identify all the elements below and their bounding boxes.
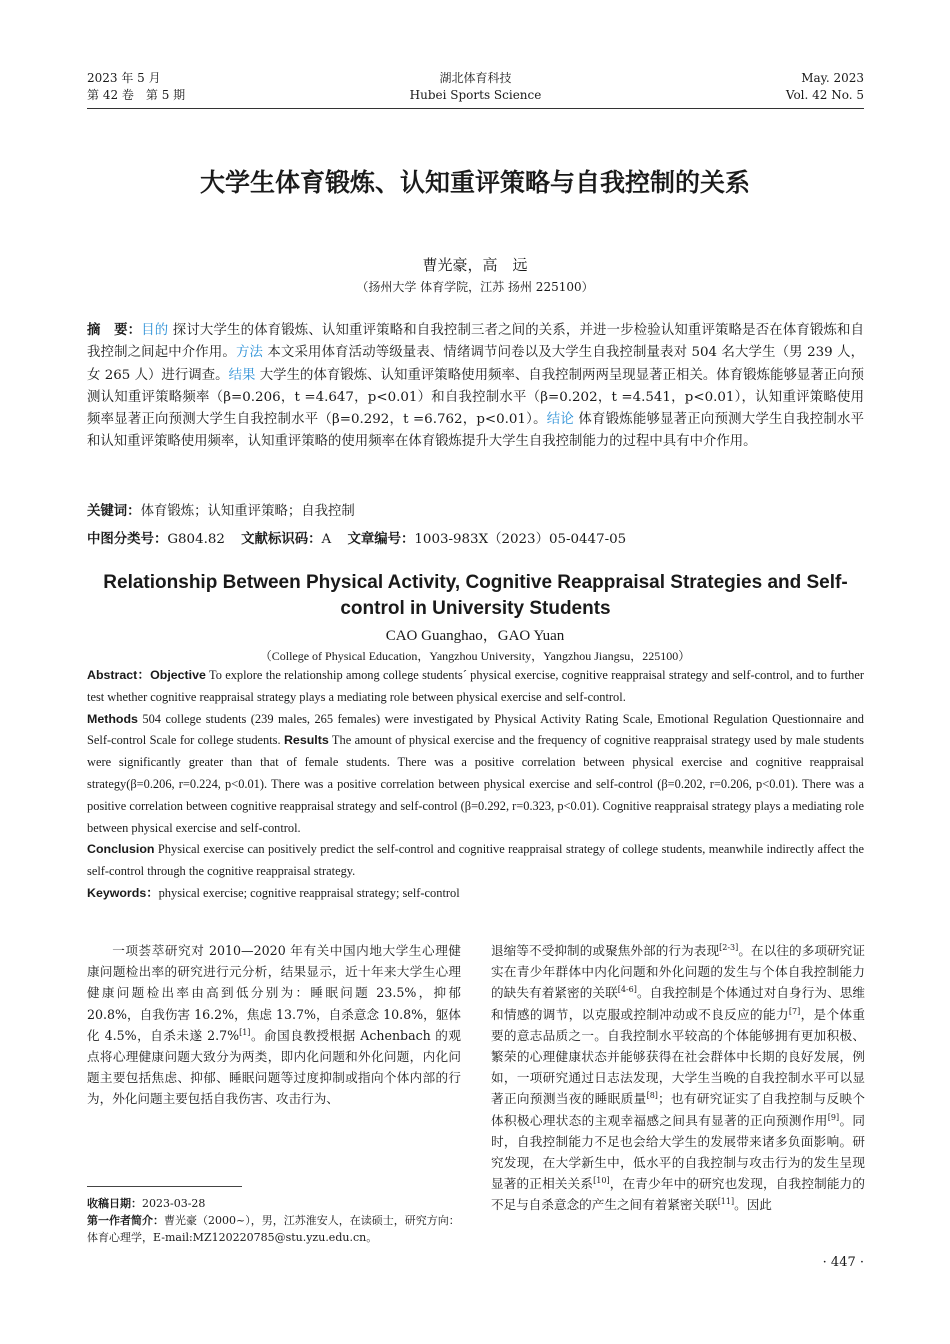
article-title-cn: 大学生体育锻炼、认知重评策略与自我控制的关系 xyxy=(199,168,750,197)
document-code: 文献标识码：A xyxy=(241,532,332,547)
citation[interactable]: [2-3] xyxy=(719,942,739,952)
author-bio: 第一作者简介：曹光豪（2000~），男，江苏淮安人，在读硕士，研究方向：体育心理学，E-mail:MZ120220785@stu.yzu.edu.cn。 xyxy=(87,1214,460,1244)
keywords-en-label: Keywords： xyxy=(87,885,159,900)
citation[interactable]: [7] xyxy=(788,1006,801,1016)
citation[interactable]: [8] xyxy=(646,1091,658,1101)
citation[interactable]: [4-6] xyxy=(617,985,637,995)
header-left: 2023 年 5 月 第 42 卷 第 5 期 xyxy=(87,71,186,102)
running-header xyxy=(87,70,864,106)
abstract-cn-label: 摘 要： xyxy=(87,323,142,338)
header-divider xyxy=(87,108,864,109)
received-date: 收稿日期：2023-03-28 xyxy=(87,1197,206,1210)
abstract-cn: 摘 要：目的 探讨大学生的体育锻炼、认知重评策略和自我控制三者之间的关系，并进一步检验认知重评策略是否在体育锻炼和自我控制之间起中介作用。方法 本文采用体育活动等级量表、情绪调节问卷以及大学生自我控制量表对 504 名大学生（男 239 人，女 265 人）进行调查。结果 大学生的体育锻炼、认知重评策略使用频率、自我控制两两呈现显著正相关。体育锻炼能够显著正向预测认知重评策略频率（β=0.206，t =4.647，p<0.01）和自我控制水平（β=0.202，t =4.541，p<0.01），认知重评策略使用频率显著正向预测大学生自我控制水平（β=0.292，t =6.762，p<0.01）。结论 体育锻炼能够显著正向预测大学生自我控制水平和认知重评策略使用频率，认知重评策略的使用频率在体育锻炼提升大学生自我控制能力的过程中具有中介作用。 xyxy=(87,323,865,450)
footnote xyxy=(87,1195,467,1246)
body-column-right xyxy=(491,940,865,1216)
body-column-left xyxy=(87,940,461,1110)
paragraph: 一项荟萃研究对 2010—2020 年有关中国内地大学生心理健康问题检出率的研究进行元分析，结果显示，近十年来大学生心理健康问题检出率由高到低分别为：睡眠问题 23.5%，抑郁 20.8%，自我伤害 16.2%，焦虑 13.7%，自杀意念 10.8%，躯体化 4.5%，自杀未遂 2.7%[1]。俞国良教授根据 Achenbach 的观点将心理健康问题大致分为两类，即内化问题和外化问题，内化问题主要包括焦虑、抑郁、睡眠问题等过度抑制或指向个体内部的行为，外化问题主要包括自我伤害、攻击行为、 xyxy=(87,943,461,1107)
footnote-divider xyxy=(87,1186,242,1187)
result-label: 结果 xyxy=(228,367,256,383)
classification-line xyxy=(87,528,864,547)
objective-label: 目的 xyxy=(141,323,169,338)
header-right: May. 2023 Vol. 42 No. 5 xyxy=(785,71,864,102)
paragraph: 退缩等不受抑制的或聚焦外部的行为表现[2-3]。在以往的多项研究证实在青少年群体中内化问题和外化问题的发生与个体自我控制能力的缺失有着紧密的关联[4-6]。自我控制是个体通过对自身行为、思维和情感的调节，以克服或控制冲动或不良反应的能力[7]，是个体重要的意志品质之一。自我控制水平较高的个体能够拥有更加积极、繁荣的心理健康状态并能够获得在社会群体中长期的良好发展，例如，一项研究通过日志法发现，大学生当晚的自我控制水平可以显著正向预测当夜的睡眠质量[8]；也有研究证实了自我控制与反映个体积极心理状态的主观幸福感之间具有显著的正向预测作用[9]。同时，自我控制能力不足也会给大学生的发展带来诸多负面影响。研究发现，在大学新生中，低水平的自我控制与攻击行为的发生呈现显著的正相关关系[10]，在青少年中的研究也发现，自我控制能力的不足与自杀意念的产生之间有着紧密关联[11]。因此 xyxy=(491,942,866,1213)
article-title-en: Relationship Between Physical Activity, Cognitive Reappraisal Strategies and Self-control in University Students xyxy=(103,572,848,619)
conclusion-label: 结论 xyxy=(546,412,574,428)
citation[interactable]: [1] xyxy=(239,1027,251,1037)
authors-cn: 曹光豪，高 远 xyxy=(422,256,528,274)
affiliation-cn: （扬州大学 体育学院，江苏 扬州 225100） xyxy=(356,280,594,294)
clc-number: 中图分类号：G804.82 xyxy=(87,532,225,547)
citation[interactable]: [11] xyxy=(717,1197,735,1207)
keywords-cn: 关键词：体育锻炼；认知重评策略；自我控制 xyxy=(87,504,355,519)
citation[interactable]: [10] xyxy=(593,1176,610,1186)
method-label: 方法 xyxy=(235,345,264,361)
abstract-en: Abstract：Objective To explore the relationship among college students´ physical exercise, cognitive reappraisal strategy and self-control, and to further test whether cognitive reappraisal strategy plays a mediating role between physical exercise and self-control. Methods 504 college students (239 males, 265 females) were investigated by Physical Activity Rating Scale, Emotional Regulation Questionnaire and Self-control Scale for college students. Results The amount of physical exercise and the frequency of cognitive reappraisal strategy used by male students were significantly greater than that of female students. There was a positive correlation between physical exercise and cognitive reappraisal strategy(β=0.206, r=0.224, p<0.01). There was a positive correlation between physical exercise and self-control (β=0.202, r=0.206, p<0.01). There was a positive correlation between cognitive reappraisal strategy and self-control (β=0.292, r=0.323, p<0.01). Cognitive reappraisal strategy plays a mediating role between physical exercise and self-control. Conclusion Physical exercise can positively predict the self-control and cognitive reappraisal strategy of college students, meanwhile indirectly affect the self-control through the cognitive reappraisal strategy. Keywords：physical exercise; cognitive reappraisal strategy; self-control xyxy=(87,668,865,900)
article-number: 文章编号：1003-983X（2023）05-0447-05 xyxy=(347,532,627,547)
keywords-en: physical exercise; cognitive reappraisal strategy; self-control xyxy=(158,885,460,900)
authors-en: CAO Guanghao，GAO Yuan xyxy=(385,628,565,644)
affiliation-en: （College of Physical Education，Yangzhou University，Yangzhou Jiangsu，225100） xyxy=(259,649,691,663)
citation[interactable]: [9] xyxy=(827,1112,840,1122)
header-journal: 湖北体育科技 Hubei Sports Science xyxy=(409,71,542,102)
page-number: · 447 · xyxy=(822,1255,864,1270)
